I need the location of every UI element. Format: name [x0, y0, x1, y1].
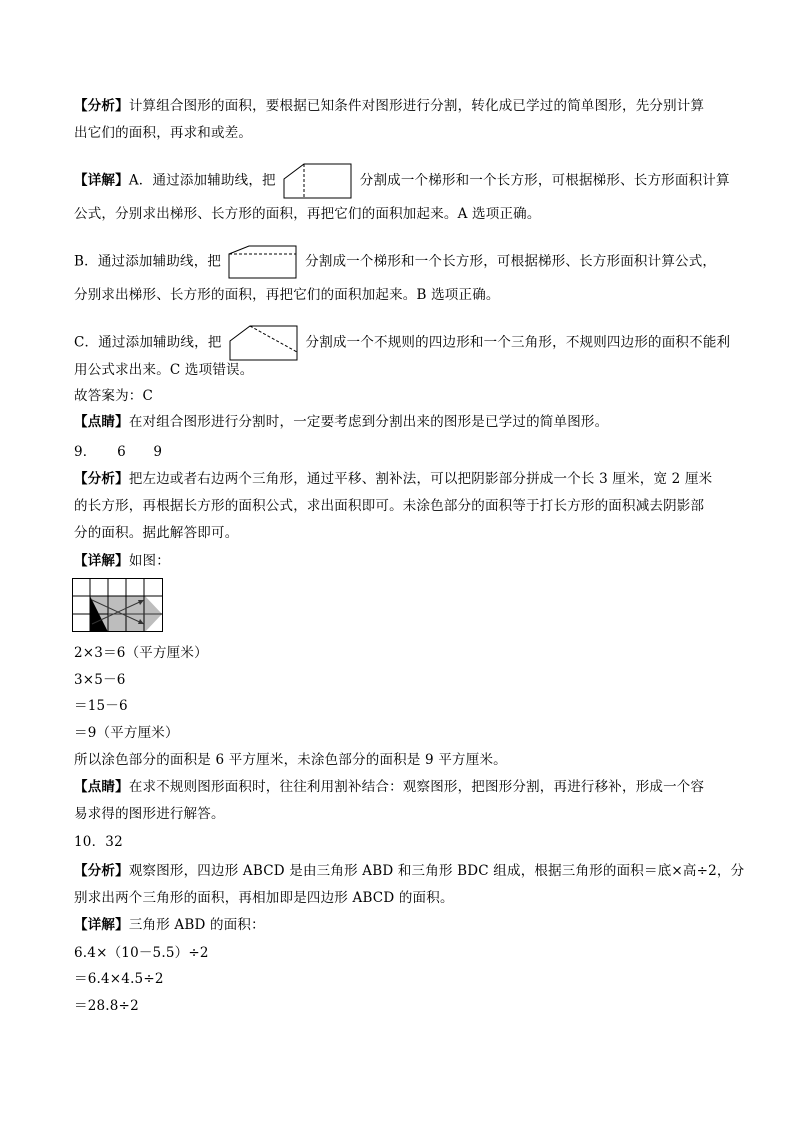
- option-b-pre: B．通过添加辅助线，把: [74, 253, 222, 270]
- comment-text: 在求不规则图形面积时，往往利用割补结合：观察图形，把图形分割，再进行移补，形成一个容: [128, 779, 705, 795]
- calc-line-2: 3×5－6: [74, 672, 126, 688]
- detail-text: 如图：: [128, 553, 170, 569]
- q9-analysis-paragraph: [74, 470, 712, 488]
- q10-analysis-line2: 别求出两个三角形的面积，再相加即是四边形 ABCD 的面积。: [74, 890, 454, 906]
- comment-tag: 【点睛】: [74, 779, 129, 795]
- q10-analysis-paragraph: [74, 862, 744, 880]
- q9-comment-line2: 易求得的图形进行解答。: [74, 806, 225, 822]
- question-10-header: 10．32: [74, 834, 123, 850]
- q10-calc-line-1: 6.4×（10－5.5）÷2: [74, 945, 209, 961]
- q10-calc-line-3: ＝28.8÷2: [74, 998, 139, 1014]
- detail-option-a: [74, 163, 730, 199]
- analysis-tag: 【分析】: [74, 98, 129, 114]
- comment-paragraph: [74, 413, 608, 431]
- calc-line-4: ＝9（平方厘米）: [74, 725, 179, 741]
- answer-line: 故答案为：C: [74, 388, 154, 404]
- option-c-pre: C．通过添加辅助线，把: [74, 334, 222, 351]
- grid-shaded-figure: [72, 578, 164, 632]
- analysis-paragraph: [74, 97, 704, 115]
- analysis-tag: 【分析】: [74, 471, 129, 487]
- calc-line-1: 2×3＝6（平方厘米）: [74, 645, 208, 661]
- option-b-post: 分割成一个梯形和一个长方形，可根据梯形、长方形面积计算公式，: [305, 253, 717, 270]
- detail-text: 三角形 ABD 的面积：: [128, 917, 265, 933]
- detail-option-b: [74, 245, 716, 279]
- analysis-text: 把左边或者右边两个三角形，通过平移、割补法，可以把阴影部分拼成一个长 3 厘米，宽 2 厘米: [128, 471, 713, 487]
- comment-text: 在对组合图形进行分割时，一定要考虑到分割出来的图形是已学过的简单图形。: [128, 414, 609, 430]
- q10-detail-paragraph: [74, 916, 265, 934]
- analysis-text-line2: 出它们的面积，再求和或差。: [74, 125, 253, 141]
- q9-analysis-line2: 的长方形，再根据长方形的面积公式，求出面积即可。未涂色部分的面积等于打长方形的面积减去阴影部: [74, 498, 705, 514]
- question-9-header: 9． 6 9: [74, 444, 163, 460]
- q9-comment-paragraph: [74, 778, 704, 796]
- calc-line-3: ＝15－6: [74, 698, 128, 714]
- option-c-post: 分割成一个不规则的四边形和一个三角形，不规则四边形的面积不能利: [305, 334, 731, 351]
- q9-detail-paragraph: [74, 552, 170, 570]
- figure-a-pentagon: [282, 163, 352, 199]
- analysis-text: 观察图形，四边形 ABCD 是由三角形 ABD 和三角形 BDC 组成，根据三角形的面积＝底×高÷2，分: [128, 863, 745, 879]
- q9-analysis-line3: 分的面积。据此解答即可。: [74, 525, 239, 541]
- detail-tag: 【详解】: [74, 172, 129, 189]
- option-b-line2: 分别求出梯形、长方形的面积，再把它们的面积加起来。B 选项正确。: [74, 287, 500, 303]
- q10-calc-line-2: ＝6.4×4.5÷2: [74, 971, 164, 987]
- option-a-pre: A．通过添加辅助线，把: [128, 172, 276, 189]
- option-a-post: 分割成一个梯形和一个长方形，可根据梯形、长方形面积计算: [359, 172, 730, 189]
- analysis-tag: 【分析】: [74, 863, 129, 879]
- option-a-line2: 公式，分别求出梯形、长方形的面积，再把它们的面积加起来。A 选项正确。: [74, 206, 541, 222]
- analysis-text: 计算组合图形的面积，要根据已知条件对图形进行分割，转化成已学过的简单图形，先分别计算: [128, 98, 705, 114]
- conclusion-line: 所以涂色部分的面积是 6 平方厘米，未涂色部分的面积是 9 平方厘米。: [74, 752, 507, 768]
- detail-option-c: [74, 325, 730, 361]
- detail-tag: 【详解】: [74, 917, 129, 933]
- comment-tag: 【点睛】: [74, 414, 129, 430]
- detail-tag: 【详解】: [74, 553, 129, 569]
- option-c-line2: 用公式求出来。C 选项错误。: [74, 362, 254, 378]
- figure-c-pentagon: [228, 325, 298, 361]
- figure-b-pentagon: [227, 245, 297, 279]
